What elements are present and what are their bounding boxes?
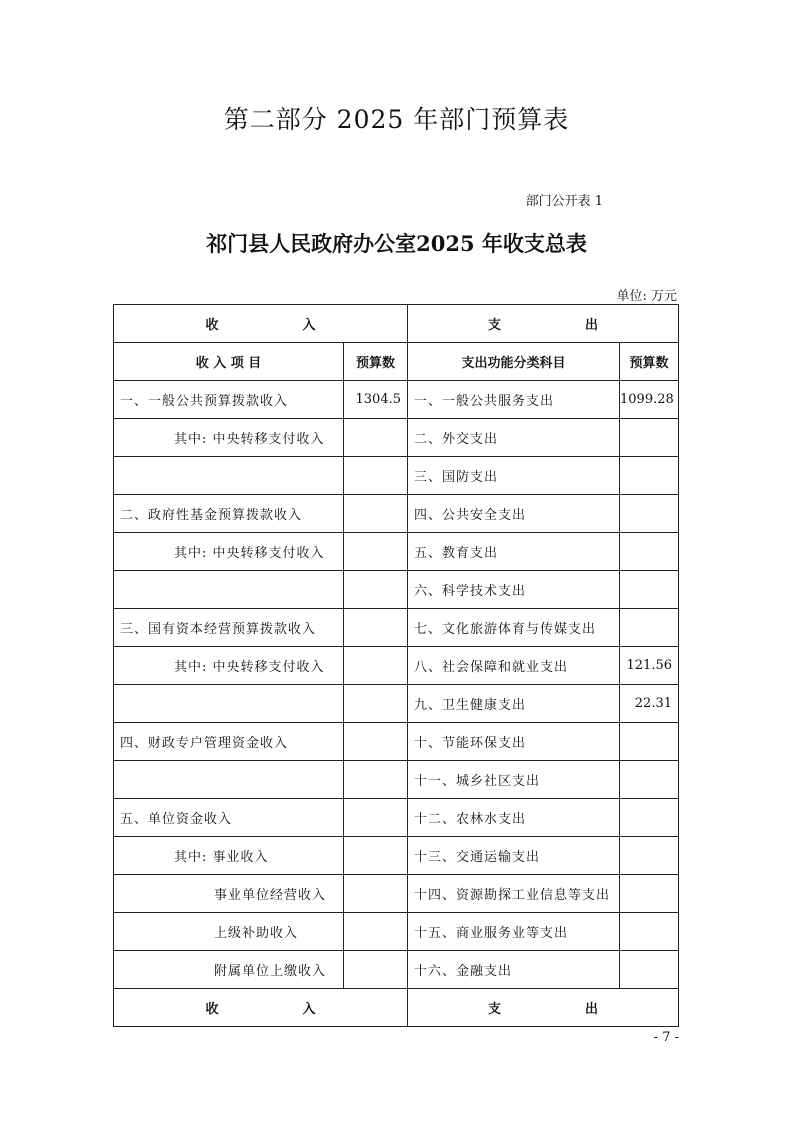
part-title: 第二部分 2025 年部门预算表 [223, 105, 570, 134]
expense-item-cell: 十六、金融支出 [408, 951, 620, 989]
expense-value-cell [620, 761, 679, 799]
income-item-cell: 四、财政专户管理资金收入 [114, 723, 344, 761]
income-value-cell [344, 609, 408, 647]
income-value-cell [344, 913, 408, 951]
income-item-cell: 其中: 事业收入 [114, 837, 344, 875]
income-value-cell [344, 457, 408, 495]
income-item-cell: 其中: 中央转移支付收入 [114, 419, 344, 457]
expense-value-cell [620, 609, 679, 647]
expense-item-cell: 一、一般公共服务支出 [408, 381, 620, 419]
expense-item-cell: 八、社会保障和就业支出 [408, 647, 620, 685]
expense-item-cell: 十四、资源勘探工业信息等支出 [408, 875, 620, 913]
income-item-cell: 五、单位资金收入 [114, 799, 344, 837]
table-row [114, 951, 679, 989]
table-row [114, 495, 679, 533]
expense-value-cell [620, 913, 679, 951]
income-item-header: 收 入 项 目 [114, 343, 344, 381]
expense-item-cell: 三、国防支出 [408, 457, 620, 495]
income-item-cell [114, 457, 344, 495]
table-row [114, 457, 679, 495]
expense-group-header: 支 出 [408, 305, 679, 343]
table-row [114, 875, 679, 913]
expense-item-cell: 十三、交通运输支出 [408, 837, 620, 875]
expense-budget-header: 预算数 [620, 343, 679, 381]
income-value-cell [344, 419, 408, 457]
income-value-cell [344, 875, 408, 913]
expense-item-header: 支出功能分类科目 [408, 343, 620, 381]
table-row [114, 419, 679, 457]
expense-item-cell: 七、文化旅游体育与传媒支出 [408, 609, 620, 647]
income-value-cell [344, 533, 408, 571]
income-value-cell [344, 685, 408, 723]
income-value-cell [344, 951, 408, 989]
column-header-row [114, 343, 679, 381]
table-row [114, 381, 679, 419]
table-title: 祁门县人民政府办公室2025 年收支总表 [206, 231, 587, 256]
income-item-cell: 事业单位经营收入 [114, 875, 344, 913]
expense-value-cell: 1099.28 [620, 381, 679, 419]
income-item-cell: 一、一般公共预算拨款收入 [114, 381, 344, 419]
expense-value-cell [620, 875, 679, 913]
expense-item-cell: 十二、农林水支出 [408, 799, 620, 837]
expense-item-cell: 九、卫生健康支出 [408, 685, 620, 723]
expense-value-cell [620, 457, 679, 495]
group-header-row [114, 305, 679, 343]
income-item-cell: 其中: 中央转移支付收入 [114, 647, 344, 685]
income-item-cell [114, 685, 344, 723]
unit-label: 单位: 万元 [616, 289, 677, 304]
income-value-cell: 1304.5 [344, 381, 408, 419]
income-value-cell [344, 571, 408, 609]
expense-value-cell [620, 571, 679, 609]
income-item-cell [114, 761, 344, 799]
income-value-cell [344, 647, 408, 685]
expense-item-cell: 十、节能环保支出 [408, 723, 620, 761]
expense-item-cell: 六、科学技术支出 [408, 571, 620, 609]
expense-value-cell: 22.31 [620, 685, 679, 723]
table-row [114, 761, 679, 799]
expense-value-cell [620, 495, 679, 533]
income-item-cell: 其中: 中央转移支付收入 [114, 533, 344, 571]
income-item-cell: 三、国有资本经营预算拨款收入 [114, 609, 344, 647]
budget-summary-table [113, 304, 679, 1027]
expense-footer: 支 出 [408, 989, 679, 1027]
income-item-cell: 附属单位上缴收入 [114, 951, 344, 989]
table-row [114, 609, 679, 647]
expense-value-cell: 121.56 [620, 647, 679, 685]
table-row [114, 723, 679, 761]
expense-item-cell: 十一、城乡社区支出 [408, 761, 620, 799]
income-value-cell [344, 799, 408, 837]
income-budget-header: 预算数 [344, 343, 408, 381]
expense-item-cell: 四、公共安全支出 [408, 495, 620, 533]
expense-value-cell [620, 723, 679, 761]
sheet-number: 部门公开表 1 [525, 194, 603, 209]
expense-value-cell [620, 837, 679, 875]
expense-value-cell [620, 799, 679, 837]
table-row [114, 685, 679, 723]
table-row [114, 647, 679, 685]
income-item-cell: 二、政府性基金预算拨款收入 [114, 495, 344, 533]
table-row [114, 571, 679, 609]
income-item-cell [114, 571, 344, 609]
income-value-cell [344, 837, 408, 875]
footer-row [114, 989, 679, 1027]
expense-value-cell [620, 951, 679, 989]
income-item-cell: 上级补助收入 [114, 913, 344, 951]
expense-item-cell: 五、教育支出 [408, 533, 620, 571]
income-value-cell [344, 495, 408, 533]
page-number: - 7 - [653, 1030, 679, 1045]
income-group-header: 收 入 [114, 305, 408, 343]
table-row [114, 533, 679, 571]
table-row [114, 799, 679, 837]
expense-item-cell: 十五、商业服务业等支出 [408, 913, 620, 951]
expense-item-cell: 二、外交支出 [408, 419, 620, 457]
expense-value-cell [620, 533, 679, 571]
income-value-cell [344, 723, 408, 761]
income-value-cell [344, 761, 408, 799]
table-row [114, 913, 679, 951]
expense-value-cell [620, 419, 679, 457]
table-row [114, 837, 679, 875]
income-footer: 收 入 [114, 989, 408, 1027]
